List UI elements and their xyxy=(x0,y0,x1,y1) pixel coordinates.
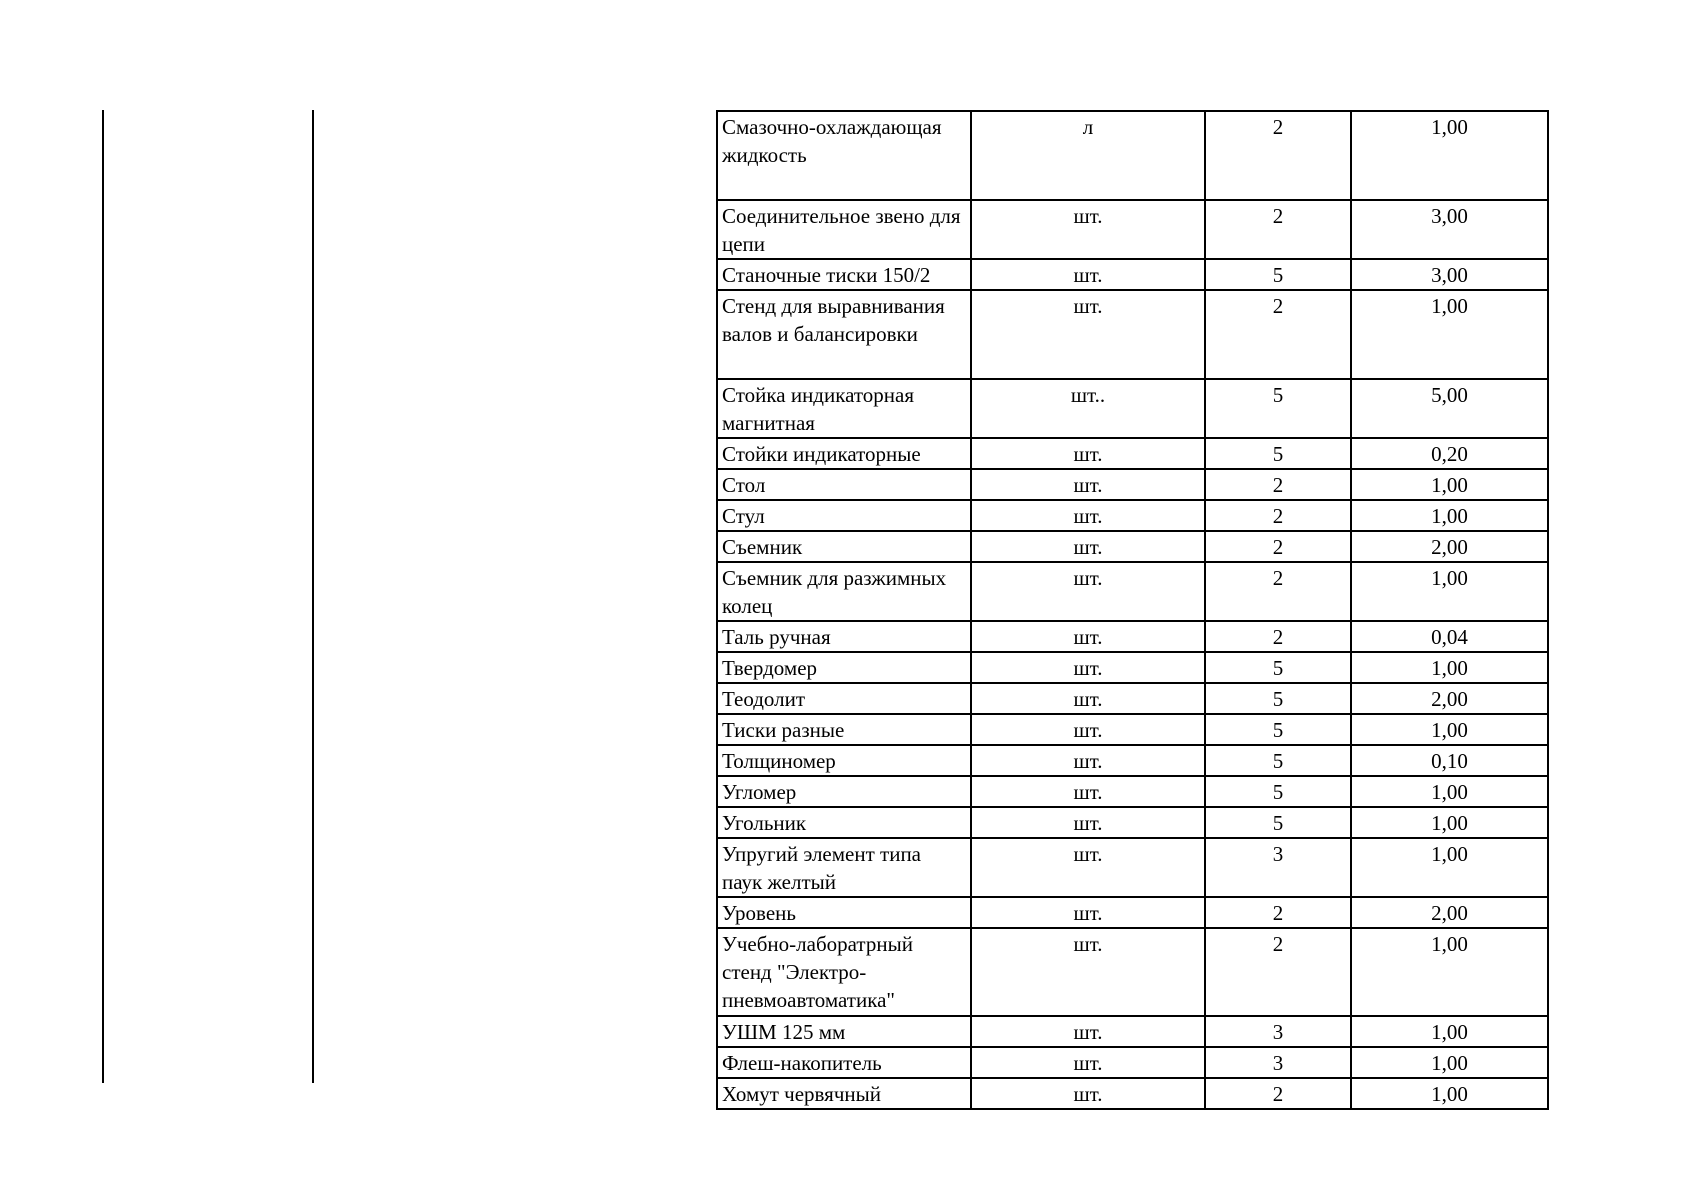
item-name-cell: Станочные тиски 150/2 xyxy=(717,259,971,290)
quantity-cell: 2 xyxy=(1205,621,1351,652)
value-cell: 0,10 xyxy=(1351,745,1548,776)
value-cell: 1,00 xyxy=(1351,469,1548,500)
quantity-cell: 5 xyxy=(1205,714,1351,745)
table-row xyxy=(717,928,1548,1016)
value-cell: 1,00 xyxy=(1351,928,1548,1016)
table-row xyxy=(717,259,1548,290)
value-cell: 1,00 xyxy=(1351,807,1548,838)
unit-cell: шт. xyxy=(971,745,1205,776)
unit-cell: шт. xyxy=(971,469,1205,500)
left-border-line xyxy=(102,110,104,1083)
unit-cell: шт. xyxy=(971,838,1205,897)
item-name-cell: Съемник для разжимных колец xyxy=(717,562,971,621)
quantity-cell: 2 xyxy=(1205,290,1351,379)
value-cell: 1,00 xyxy=(1351,111,1548,200)
table-row xyxy=(717,807,1548,838)
table-row xyxy=(717,438,1548,469)
item-name-cell: Стол xyxy=(717,469,971,500)
table-row xyxy=(717,714,1548,745)
quantity-cell: 5 xyxy=(1205,745,1351,776)
unit-cell: шт. xyxy=(971,562,1205,621)
unit-cell: шт. xyxy=(971,714,1205,745)
table-row xyxy=(717,379,1548,438)
unit-cell: л xyxy=(971,111,1205,200)
item-name-cell: Флеш-накопитель xyxy=(717,1047,971,1078)
table-row xyxy=(717,838,1548,897)
item-name-cell: Съемник xyxy=(717,531,971,562)
item-name-cell: Уровень xyxy=(717,897,971,928)
table-row xyxy=(717,469,1548,500)
quantity-cell: 2 xyxy=(1205,469,1351,500)
unit-cell: шт. xyxy=(971,438,1205,469)
quantity-cell: 5 xyxy=(1205,652,1351,683)
unit-cell: шт.. xyxy=(971,379,1205,438)
item-name-cell: Таль ручная xyxy=(717,621,971,652)
value-cell: 1,00 xyxy=(1351,290,1548,379)
quantity-cell: 2 xyxy=(1205,562,1351,621)
quantity-cell: 2 xyxy=(1205,897,1351,928)
quantity-cell: 2 xyxy=(1205,200,1351,259)
table-row xyxy=(717,111,1548,200)
table-row xyxy=(717,1078,1548,1109)
table-row xyxy=(717,1047,1548,1078)
table-row xyxy=(717,652,1548,683)
unit-cell: шт. xyxy=(971,1016,1205,1047)
item-name-cell: Упругий элемент типа паук желтый xyxy=(717,838,971,897)
item-name-cell: Стул xyxy=(717,500,971,531)
item-name-cell: Тиски разные xyxy=(717,714,971,745)
value-cell: 2,00 xyxy=(1351,683,1548,714)
value-cell: 2,00 xyxy=(1351,897,1548,928)
value-cell: 1,00 xyxy=(1351,1047,1548,1078)
item-name-cell: Учебно-лаборатрный стенд "Электро-пневмоавтоматика" xyxy=(717,928,971,1016)
item-name-cell: УШМ 125 мм xyxy=(717,1016,971,1047)
value-cell: 3,00 xyxy=(1351,200,1548,259)
table-row xyxy=(717,562,1548,621)
unit-cell: шт. xyxy=(971,1078,1205,1109)
unit-cell: шт. xyxy=(971,776,1205,807)
unit-cell: шт. xyxy=(971,290,1205,379)
item-name-cell: Твердомер xyxy=(717,652,971,683)
unit-cell: шт. xyxy=(971,259,1205,290)
quantity-cell: 3 xyxy=(1205,1016,1351,1047)
item-name-cell: Стенд для выравнивания валов и балансировки xyxy=(717,290,971,379)
item-name-cell: Стойка индикаторная магнитная xyxy=(717,379,971,438)
unit-cell: шт. xyxy=(971,897,1205,928)
inventory-table xyxy=(716,110,1549,1110)
unit-cell: шт. xyxy=(971,1047,1205,1078)
table-row xyxy=(717,531,1548,562)
table-row xyxy=(717,200,1548,259)
table-row xyxy=(717,745,1548,776)
item-name-cell: Угломер xyxy=(717,776,971,807)
value-cell: 1,00 xyxy=(1351,500,1548,531)
quantity-cell: 5 xyxy=(1205,776,1351,807)
quantity-cell: 5 xyxy=(1205,438,1351,469)
item-name-cell: Стойки индикаторные xyxy=(717,438,971,469)
unit-cell: шт. xyxy=(971,928,1205,1016)
quantity-cell: 5 xyxy=(1205,259,1351,290)
item-name-cell: Соединительное звено для цепи xyxy=(717,200,971,259)
quantity-cell: 3 xyxy=(1205,1047,1351,1078)
value-cell: 1,00 xyxy=(1351,652,1548,683)
value-cell: 0,04 xyxy=(1351,621,1548,652)
unit-cell: шт. xyxy=(971,652,1205,683)
value-cell: 1,00 xyxy=(1351,562,1548,621)
table-row xyxy=(717,621,1548,652)
quantity-cell: 2 xyxy=(1205,531,1351,562)
quantity-cell: 2 xyxy=(1205,500,1351,531)
quantity-cell: 5 xyxy=(1205,683,1351,714)
quantity-cell: 3 xyxy=(1205,838,1351,897)
value-cell: 2,00 xyxy=(1351,531,1548,562)
value-cell: 0,20 xyxy=(1351,438,1548,469)
value-cell: 1,00 xyxy=(1351,776,1548,807)
quantity-cell: 5 xyxy=(1205,807,1351,838)
left-column-divider xyxy=(312,110,314,1083)
quantity-cell: 2 xyxy=(1205,928,1351,1016)
table-row xyxy=(717,897,1548,928)
item-name-cell: Хомут червячный xyxy=(717,1078,971,1109)
item-name-cell: Угольник xyxy=(717,807,971,838)
unit-cell: шт. xyxy=(971,621,1205,652)
value-cell: 1,00 xyxy=(1351,714,1548,745)
value-cell: 1,00 xyxy=(1351,1078,1548,1109)
quantity-cell: 2 xyxy=(1205,111,1351,200)
inventory-table-body xyxy=(717,111,1548,1109)
value-cell: 1,00 xyxy=(1351,1016,1548,1047)
unit-cell: шт. xyxy=(971,531,1205,562)
value-cell: 3,00 xyxy=(1351,259,1548,290)
value-cell: 1,00 xyxy=(1351,838,1548,897)
quantity-cell: 2 xyxy=(1205,1078,1351,1109)
quantity-cell: 5 xyxy=(1205,379,1351,438)
table-row xyxy=(717,500,1548,531)
unit-cell: шт. xyxy=(971,683,1205,714)
table-row xyxy=(717,290,1548,379)
table-row xyxy=(717,776,1548,807)
table-row xyxy=(717,683,1548,714)
unit-cell: шт. xyxy=(971,200,1205,259)
item-name-cell: Толщиномер xyxy=(717,745,971,776)
item-name-cell: Смазочно-охлаждающая жидкость xyxy=(717,111,971,200)
unit-cell: шт. xyxy=(971,807,1205,838)
item-name-cell: Теодолит xyxy=(717,683,971,714)
unit-cell: шт. xyxy=(971,500,1205,531)
table-row xyxy=(717,1016,1548,1047)
value-cell: 5,00 xyxy=(1351,379,1548,438)
